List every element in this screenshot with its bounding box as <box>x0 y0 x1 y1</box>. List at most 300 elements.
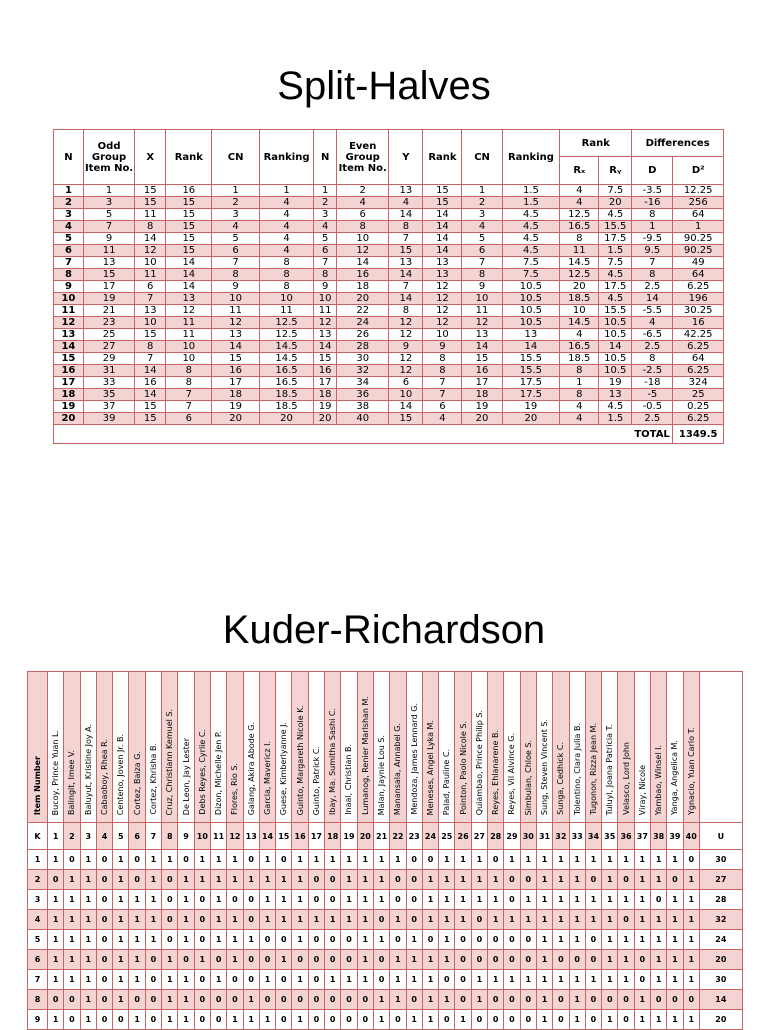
score-cell: 0 <box>357 990 373 1010</box>
student-name: Guinto, Margareth Nicole K. <box>295 704 305 815</box>
score-cell: 0 <box>488 930 504 950</box>
student-number: 11 <box>210 823 226 850</box>
col-y: Y <box>389 130 423 185</box>
student-name: Palad, Pauline C. <box>442 748 452 815</box>
score-cell: 1 <box>422 950 438 970</box>
table-cell: 8 <box>314 269 337 281</box>
table-cell: 14 <box>502 341 560 353</box>
student-name-header <box>650 672 666 823</box>
score-cell: 1 <box>145 890 161 910</box>
score-cell: 0 <box>406 910 422 930</box>
table-cell: 15 <box>166 233 212 245</box>
student-name-header <box>341 672 357 823</box>
score-cell: 1 <box>602 930 618 950</box>
student-name-header <box>520 672 536 823</box>
score-cell: 0 <box>667 990 683 1010</box>
table-cell: 18 <box>336 281 388 293</box>
student-name-header <box>162 672 178 823</box>
table-cell: 15 <box>166 245 212 257</box>
table-cell: 9 <box>423 341 462 353</box>
table-cell: 11 <box>314 305 337 317</box>
student-number: 4 <box>96 823 112 850</box>
score-cell: 0 <box>325 1010 341 1030</box>
table-cell: 7 <box>389 233 423 245</box>
table-cell: 8 <box>389 305 423 317</box>
col-d2: D² <box>673 157 724 185</box>
score-cell: 1 <box>634 930 650 950</box>
score-cell: 1 <box>259 1010 275 1030</box>
table-cell: 15 <box>462 353 502 365</box>
score-cell: 1 <box>667 1010 683 1030</box>
score-cell: 0 <box>471 910 487 930</box>
score-cell: 1 <box>455 1010 471 1030</box>
score-cell: 0 <box>113 1010 129 1030</box>
student-number: 13 <box>243 823 259 850</box>
student-name: Simbulan, Chloe S. <box>523 739 533 815</box>
table-cell: 38 <box>336 401 388 413</box>
student-number: 1 <box>48 823 64 850</box>
table-cell: 20 <box>462 413 502 425</box>
table-cell: 12.5 <box>259 317 314 329</box>
table-cell: 16 <box>673 317 724 329</box>
score-cell: 1 <box>162 950 178 970</box>
score-cell: 0 <box>341 1010 357 1030</box>
table-cell: 12 <box>389 329 423 341</box>
score-cell: 0 <box>455 950 471 970</box>
table-cell: 4.5 <box>599 293 632 305</box>
table-cell: 13 <box>462 329 502 341</box>
score-cell: 0 <box>194 930 210 950</box>
score-cell: 0 <box>455 930 471 950</box>
score-cell: 1 <box>455 870 471 890</box>
student-number: 6 <box>129 823 145 850</box>
student-name: Velasco, Lord John <box>621 742 631 815</box>
table-row <box>54 329 724 341</box>
table-cell: -6.5 <box>632 329 673 341</box>
score-cell: 1 <box>308 910 324 930</box>
upper-score: 27 <box>699 870 742 890</box>
student-number: 23 <box>406 823 422 850</box>
table-cell: 4 <box>560 329 599 341</box>
score-cell: 1 <box>585 970 601 990</box>
score-cell: 0 <box>585 1010 601 1030</box>
table-cell: 13 <box>599 389 632 401</box>
table-cell: -9.5 <box>632 233 673 245</box>
score-cell: 0 <box>243 890 259 910</box>
table-cell: 6 <box>166 413 212 425</box>
table-row <box>54 305 724 317</box>
score-cell: 1 <box>667 850 683 870</box>
student-name: De Leon, Jay Lester <box>181 737 191 815</box>
score-cell: 1 <box>48 1010 64 1030</box>
table-cell: 15.5 <box>502 353 560 365</box>
student-name-header <box>504 672 520 823</box>
student-number: 14 <box>259 823 275 850</box>
table-cell: 7 <box>423 389 462 401</box>
table-cell: 1.5 <box>502 185 560 197</box>
score-cell: 1 <box>553 850 569 870</box>
item-number: 1 <box>28 850 48 870</box>
score-cell: 1 <box>178 870 194 890</box>
table-cell: 256 <box>673 197 724 209</box>
score-cell: 0 <box>422 930 438 950</box>
score-cell: 1 <box>406 1010 422 1030</box>
table-row <box>54 269 724 281</box>
student-name: Ibay, Ma. Sumitha Sashi C. <box>328 708 338 815</box>
score-cell: 1 <box>64 970 80 990</box>
score-cell: 0 <box>585 930 601 950</box>
student-name: Ygnacio, Yuan Carlo T. <box>686 726 696 815</box>
student-name: Balingit, Imee V. <box>67 750 77 815</box>
score-cell: 1 <box>341 890 357 910</box>
student-name-header <box>683 672 699 823</box>
table-cell: 12 <box>423 305 462 317</box>
score-cell: 1 <box>357 850 373 870</box>
score-cell: 1 <box>634 1010 650 1030</box>
table-cell: 18.5 <box>259 401 314 413</box>
score-cell: 1 <box>455 890 471 910</box>
student-number: 35 <box>602 823 618 850</box>
col-cn2: CN <box>462 130 502 185</box>
upper-score: 30 <box>699 850 742 870</box>
score-cell: 0 <box>96 910 112 930</box>
table-cell: 10 <box>314 293 337 305</box>
student-number: 24 <box>422 823 438 850</box>
table-cell: 64 <box>673 209 724 221</box>
score-cell: 0 <box>520 870 536 890</box>
student-number: 30 <box>520 823 536 850</box>
table-cell: 10 <box>336 233 388 245</box>
table-cell: 10 <box>423 329 462 341</box>
score-cell: 0 <box>504 890 520 910</box>
score-cell: 1 <box>683 970 699 990</box>
table-cell: 12.25 <box>673 185 724 197</box>
score-cell: 1 <box>178 990 194 1010</box>
score-cell: 0 <box>129 870 145 890</box>
table-cell: 13 <box>389 185 423 197</box>
score-cell: 0 <box>683 850 699 870</box>
score-cell: 0 <box>96 1010 112 1030</box>
table-cell: 3 <box>212 209 259 221</box>
student-name: Tugonon, Rizza Jean M. <box>588 723 598 815</box>
score-cell: 1 <box>553 890 569 910</box>
table-cell: 5 <box>212 233 259 245</box>
score-cell: 1 <box>259 870 275 890</box>
student-number: 20 <box>357 823 373 850</box>
table-cell: 18.5 <box>560 293 599 305</box>
student-name-header <box>488 672 504 823</box>
table-cell: 7.5 <box>502 257 560 269</box>
table-cell: 1.5 <box>502 197 560 209</box>
table-cell: 7 <box>83 221 134 233</box>
score-cell: 0 <box>488 1010 504 1030</box>
table-cell: 14 <box>54 341 84 353</box>
score-cell: 0 <box>390 890 406 910</box>
score-cell: 1 <box>145 910 161 930</box>
score-cell: 1 <box>650 910 666 930</box>
table-cell: 14 <box>389 209 423 221</box>
table-cell: 12 <box>54 317 84 329</box>
score-cell: 0 <box>325 950 341 970</box>
score-cell: 0 <box>178 850 194 870</box>
table-cell: 6 <box>423 401 462 413</box>
table-cell: 8 <box>135 221 166 233</box>
col-n2: N <box>314 130 337 185</box>
score-cell: 1 <box>439 850 455 870</box>
table-row <box>28 870 743 890</box>
student-number: 26 <box>455 823 471 850</box>
table-cell: 7 <box>166 389 212 401</box>
table-cell: 8 <box>632 209 673 221</box>
table-cell: 11 <box>135 209 166 221</box>
score-cell: 1 <box>129 1010 145 1030</box>
score-cell: 1 <box>439 910 455 930</box>
score-cell: 1 <box>292 930 308 950</box>
table-cell: 19 <box>212 401 259 413</box>
table-cell: 8 <box>212 269 259 281</box>
student-name: Guinto, Patrick C. <box>311 745 321 815</box>
table-cell: 14 <box>166 281 212 293</box>
table-cell: 30.25 <box>673 305 724 317</box>
kuder-richardson-table <box>27 671 743 1030</box>
student-name: Pointon, Paolo Nicole S. <box>458 721 468 815</box>
student-name: Malan, Jaynie Lou S. <box>377 734 387 815</box>
score-cell: 0 <box>488 850 504 870</box>
table-cell: 1.5 <box>599 413 632 425</box>
table-cell: 7 <box>632 257 673 269</box>
score-cell: 0 <box>308 890 324 910</box>
score-cell: 1 <box>194 850 210 870</box>
score-cell: 0 <box>308 870 324 890</box>
score-cell: 0 <box>162 890 178 910</box>
table-cell: 11 <box>166 329 212 341</box>
score-cell: 1 <box>227 1010 243 1030</box>
table-cell: 4 <box>632 317 673 329</box>
table-cell: 12 <box>212 317 259 329</box>
score-cell: 1 <box>210 910 226 930</box>
table-cell: 15 <box>135 185 166 197</box>
table-cell: 17.5 <box>599 233 632 245</box>
table-cell: 17 <box>212 377 259 389</box>
score-cell: 1 <box>569 1010 585 1030</box>
student-name: Garcia, Mavericz I. <box>263 741 272 815</box>
score-cell: 1 <box>292 890 308 910</box>
table-cell: 10 <box>462 293 502 305</box>
table-cell: 14 <box>423 209 462 221</box>
score-cell: 1 <box>650 850 666 870</box>
table-cell: 15 <box>83 269 134 281</box>
score-cell: 0 <box>129 990 145 1010</box>
score-cell: 1 <box>145 850 161 870</box>
score-cell: 1 <box>439 990 455 1010</box>
table-row <box>54 209 724 221</box>
score-cell: 0 <box>520 1010 536 1030</box>
table-cell: 2 <box>336 185 388 197</box>
table-row <box>28 990 743 1010</box>
table-cell: 13 <box>54 329 84 341</box>
score-cell: 1 <box>553 870 569 890</box>
table-cell: 18 <box>462 389 502 401</box>
score-cell: 1 <box>357 870 373 890</box>
table-cell: 15 <box>135 413 166 425</box>
table-cell: 6 <box>462 245 502 257</box>
table-cell: 2.5 <box>632 341 673 353</box>
student-number: 34 <box>585 823 601 850</box>
table-cell: 24 <box>336 317 388 329</box>
student-name-header <box>292 672 308 823</box>
score-cell: 1 <box>439 930 455 950</box>
score-cell: 1 <box>64 950 80 970</box>
score-cell: 1 <box>667 970 683 990</box>
score-cell: 1 <box>178 890 194 910</box>
table-cell: 15 <box>389 413 423 425</box>
score-cell: 1 <box>243 1010 259 1030</box>
score-cell: 1 <box>325 910 341 930</box>
score-cell: 1 <box>536 970 552 990</box>
score-cell: 0 <box>210 950 226 970</box>
score-cell: 1 <box>210 890 226 910</box>
score-cell: 1 <box>536 1010 552 1030</box>
score-cell: 1 <box>80 930 96 950</box>
student-number: 37 <box>634 823 650 850</box>
table-cell: 2 <box>54 197 84 209</box>
score-cell: 0 <box>145 1010 161 1030</box>
table-cell: 4 <box>54 221 84 233</box>
table-row <box>54 293 724 305</box>
table-cell: 10 <box>135 257 166 269</box>
score-cell: 0 <box>243 970 259 990</box>
score-cell: 1 <box>227 850 243 870</box>
table-cell: 2 <box>314 197 337 209</box>
table-cell: 7.5 <box>599 185 632 197</box>
table-cell: -5 <box>632 389 673 401</box>
col-differences: Differences <box>632 130 724 157</box>
score-cell: 1 <box>113 890 129 910</box>
table-cell: 14 <box>389 401 423 413</box>
table-cell: 7.5 <box>502 269 560 281</box>
student-name-header <box>325 672 341 823</box>
table-cell: 16 <box>166 185 212 197</box>
student-name: Reyes, Vil Alvince G. <box>507 733 517 815</box>
table-cell: 15 <box>212 353 259 365</box>
student-number: 2 <box>64 823 80 850</box>
table-cell: 15 <box>135 401 166 413</box>
table-cell: 19 <box>54 401 84 413</box>
table-cell: 22 <box>336 305 388 317</box>
table-cell: 3 <box>462 209 502 221</box>
col-rank-group: Rank <box>560 130 632 157</box>
score-cell: 1 <box>683 870 699 890</box>
score-cell: 1 <box>683 1010 699 1030</box>
score-cell: 1 <box>113 970 129 990</box>
table-cell: 7 <box>54 257 84 269</box>
total-value: 1349.5 <box>673 425 724 444</box>
table-cell: 14.5 <box>560 257 599 269</box>
score-cell: 0 <box>439 1010 455 1030</box>
score-cell: 0 <box>259 930 275 950</box>
table-row <box>54 317 724 329</box>
table-row <box>28 890 743 910</box>
score-cell: 1 <box>422 870 438 890</box>
score-cell: 1 <box>390 970 406 990</box>
score-cell: 1 <box>178 910 194 930</box>
table-row <box>54 365 724 377</box>
student-name: Lumanog, Renier Marlshan M. <box>360 696 370 815</box>
table-cell: 14.5 <box>259 341 314 353</box>
score-cell: 0 <box>308 930 324 950</box>
score-cell: 0 <box>406 890 422 910</box>
table-cell: 12 <box>166 305 212 317</box>
score-cell: 1 <box>80 890 96 910</box>
score-cell: 0 <box>276 1010 292 1030</box>
table-cell: 4 <box>462 221 502 233</box>
table-cell: 4 <box>560 413 599 425</box>
table-cell: 15.5 <box>599 221 632 233</box>
student-number: 29 <box>504 823 520 850</box>
col-rank: Rank <box>166 130 212 185</box>
table-cell: 1 <box>259 185 314 197</box>
score-cell: 1 <box>308 850 324 870</box>
student-number: 9 <box>178 823 194 850</box>
table-cell: 4 <box>560 197 599 209</box>
score-cell: 1 <box>194 950 210 970</box>
table-cell: 15.5 <box>502 365 560 377</box>
score-cell: 1 <box>536 850 552 870</box>
score-cell: 1 <box>292 870 308 890</box>
score-cell: 1 <box>373 890 389 910</box>
table-cell: 16 <box>462 365 502 377</box>
score-cell: 0 <box>308 970 324 990</box>
score-cell: 0 <box>96 930 112 950</box>
table-cell: 14 <box>314 341 337 353</box>
student-name: Yanga, Angelica M. <box>670 739 680 815</box>
score-cell: 0 <box>276 970 292 990</box>
table-cell: 14.5 <box>560 317 599 329</box>
table-cell: 6 <box>135 281 166 293</box>
score-cell: 1 <box>536 890 552 910</box>
score-cell: 0 <box>178 950 194 970</box>
table-cell: 2 <box>462 197 502 209</box>
table-cell: 12 <box>389 353 423 365</box>
score-cell: 1 <box>569 930 585 950</box>
upper-score: 20 <box>699 950 742 970</box>
table-cell: 10 <box>54 293 84 305</box>
table-row <box>28 970 743 990</box>
score-cell: 0 <box>553 990 569 1010</box>
score-cell: 1 <box>471 890 487 910</box>
student-name-header <box>243 672 259 823</box>
score-cell: 1 <box>129 950 145 970</box>
table-cell: -2.5 <box>632 365 673 377</box>
score-cell: 0 <box>64 850 80 870</box>
upper-score: 20 <box>699 1010 742 1030</box>
table-cell: 15 <box>54 353 84 365</box>
table-cell: 13 <box>212 329 259 341</box>
table-cell: 8 <box>54 269 84 281</box>
table-row <box>54 197 724 209</box>
student-name: Sung, Steven Vincent S. <box>540 718 550 815</box>
score-cell: 1 <box>488 970 504 990</box>
table-cell: 39 <box>83 413 134 425</box>
student-name: Tuluyl, Joana Patricia T. <box>605 723 615 815</box>
score-cell: 0 <box>292 950 308 970</box>
table-cell: 14 <box>336 257 388 269</box>
score-cell: 0 <box>504 1010 520 1030</box>
student-name-header <box>569 672 585 823</box>
score-cell: 1 <box>569 890 585 910</box>
score-cell: 0 <box>96 950 112 970</box>
student-name: Sunga, Cedhick C. <box>556 742 566 815</box>
